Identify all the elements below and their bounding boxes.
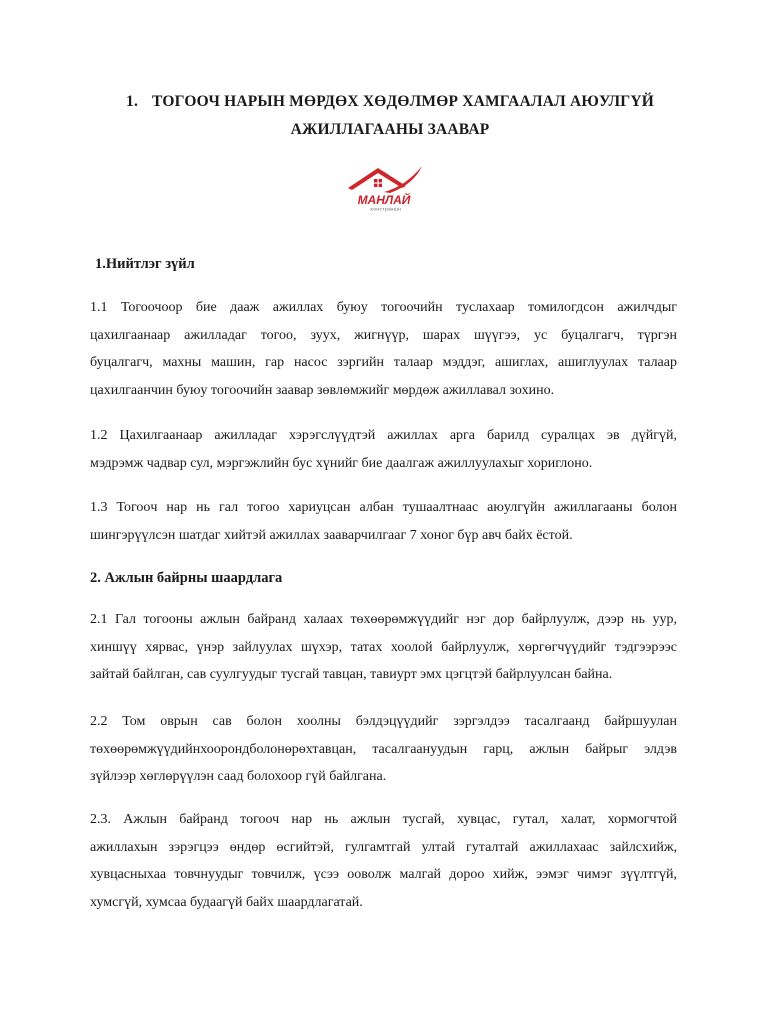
paragraph-1-1 [90, 294, 677, 404]
paragraph-line: цахилгаанчин буюу тогоочийн заавар зөвлөмжийг мөрдөж ажиллавал зохино. [90, 382, 555, 398]
paragraph-line: 2.2 Том оврын сав болон хоолны бэлдэцүүдийг зэргэлдээ тасалгаанд байршуулан [90, 714, 677, 729]
paragraph-line: төхөөрөмжүүдийнхоорондболонөрөхтавцан, тасалгаануудын гарц, ажлын байрыг элдэв [90, 741, 677, 757]
logo-graphic [344, 162, 424, 212]
paragraph-line: зүйлээр хөглөрүүлэн саад болохоор гүй байлгана. [90, 769, 387, 784]
paragraph-line: хиншүү хярвас, үнэр зайлуулах шүхэр, татах хоолой байрлуулж, хөргөгчүүдийг тэдгээрээс [90, 639, 677, 655]
paragraph-line: буцалгагч, махны машин, гар насос зэргийн талаар мэддэг, ашиглах, ашиглуулах талаар [90, 355, 677, 370]
paragraph-line: зайтай байлган, сав суулгуудыг тусгай тавцан, тавиурт эмх цэгцтэй байрлуулсан байна. [90, 667, 613, 682]
paragraph-line: 1.1 Тогоочоор бие дааж ажиллах буюу тогоочийн туслахаар томилогдсон ажилчдыг [90, 300, 677, 315]
title-number: 1. [126, 93, 139, 110]
title-text-1: ТОГООЧ НАРЫН МӨРДӨХ ХӨДӨЛМӨР ХАМГААЛАЛ АЮУЛГҮЙ [152, 93, 654, 110]
section-heading-2: 2. Ажлын байрны шаардлага [90, 570, 283, 586]
paragraph-line: хувцасныхаа товчнуудыг товчилж, үсээ ооволж малгай дороо хийж, ээмэг чимэг зүүлтгүй, [90, 867, 677, 882]
document-title-line-2: АЖИЛЛАГААНЫ ЗААВАР [290, 121, 490, 138]
paragraph-2-1 [90, 606, 677, 689]
paragraph-1-2 [90, 422, 677, 477]
paragraph-line: 2.3. Ажлын байранд тогооч нар нь ажлын тусгай, хувцас, гутал, халат, хормогчтой [90, 812, 677, 827]
paragraph-line: 1.2 Цахилгаанаар ажилладаг хэрэгслүүдтэй ажиллах арга барилд суралцах эв дүйгүй, [90, 428, 677, 443]
document-title-line-1 [90, 93, 690, 111]
paragraph-1-3 [90, 494, 677, 549]
paragraph-line: мэдрэмж чадвар сул, мэргэжлийн бус хүнийг бие даалгаж ажиллуулахыг хориглоно. [90, 455, 593, 471]
paragraph-2-3 [90, 806, 677, 916]
section-heading-1: 1.Нийтлэг зүйл [95, 256, 195, 272]
paragraph-line: ажиллахын зэрэгцээ өндөр өсгийтэй, гулгамтгай ултай гуталтай ажиллахаас зайлсхийж, [90, 839, 677, 855]
paragraph-line: 1.3 Тогоoч нар нь гал тогоо хариуцсан албан тушаалтнаас аюулгүйн ажиллагааны болон [90, 500, 677, 515]
paragraph-line: цахилгаанаар ажилладаг тогоо, зуух, жигнүүр, шарах шүүгээ, ус буцалгагч, түргэн [90, 327, 677, 343]
logo-wordmark: МАНЛАЙ [357, 193, 411, 207]
paragraph-line: шингэрүүлсэн шатдаг хийтэй ажиллах зааварчилгааг 7 хоног бүр авч байх ёстой. [90, 527, 573, 543]
paragraph-2-2 [90, 708, 677, 791]
paragraph-line: 2.1 Гал тогооны ажлын байранд халаах төхөөрөмжүүдийг нэг дор байрлуулж, дээр нь уур, [90, 612, 677, 627]
logo-subtitle: констракшн [370, 206, 402, 212]
paragraph-line: хумсгүй, хумсаа будаагүй байх шаардлагатай. [90, 894, 363, 910]
company-logo [344, 162, 424, 212]
